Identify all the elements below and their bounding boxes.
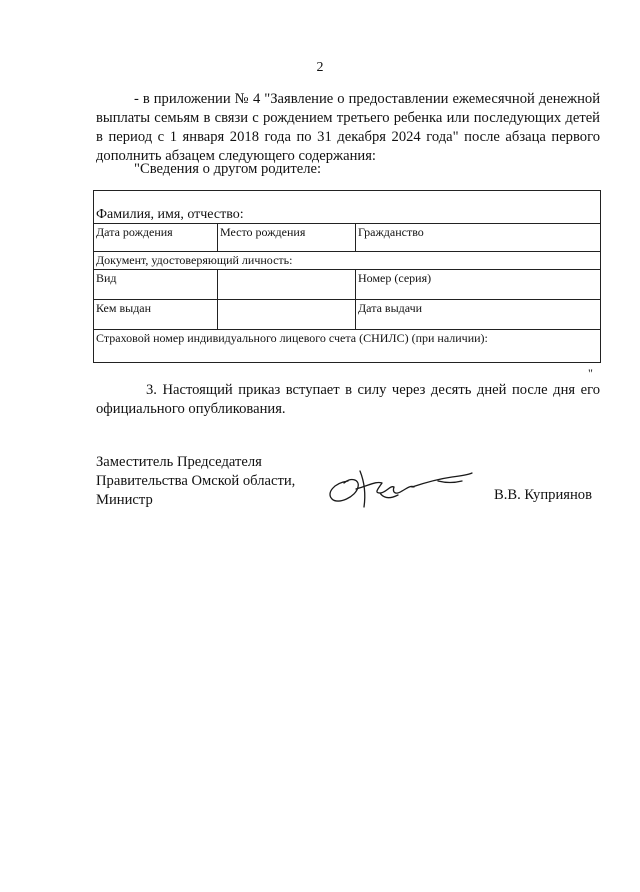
signatory-line-2: Правительства Омской области, (96, 473, 296, 489)
issue-date-cell: Дата выдачи (356, 300, 601, 330)
id-document-cell: Документ, удостоверяющий личность: (94, 252, 601, 270)
birth-date-cell: Дата рождения (94, 224, 218, 252)
amendment-text: - в приложении № 4 "Заявление о предоставлении ежемесячной денежной выплаты семьям в связи с рождением третьего ребенка или последующих детей в период с 1 января 2018 года по 31 декабря 2024 года" после абзаца первого дополнить абзацем следующего содержания: (96, 91, 600, 164)
closing-quote: " (588, 366, 593, 380)
doc-type-value-cell (218, 270, 356, 300)
signatory-title (96, 453, 295, 510)
signatory-name: В.В. Куприянов (494, 487, 592, 503)
quote-intro: "Сведения о другом родителе: (134, 161, 322, 177)
doc-type-cell: Вид (94, 270, 218, 300)
other-parent-form-table (93, 190, 601, 363)
birth-place-cell: Место рождения (218, 224, 356, 252)
page-number: 2 (316, 60, 324, 75)
handwritten-signature (320, 463, 475, 511)
effective-date-text: 3. Настоящий приказ вступает в силу через десять дней после дня его официального опубликования. (96, 382, 600, 417)
doc-number-cell: Номер (серия) (356, 270, 601, 300)
signatory-line-3: Министр (96, 492, 153, 508)
snils-cell: Страховой номер индивидуального лицевого счета (СНИЛС) (при наличии): (94, 330, 601, 363)
issued-by-cell: Кем выдан (94, 300, 218, 330)
signatory-line-1: Заместитель Председателя (96, 454, 262, 470)
amendment-paragraph (96, 90, 600, 166)
effective-date-paragraph (96, 381, 600, 419)
citizenship-cell: Гражданство (356, 224, 601, 252)
fio-cell: Фамилия, имя, отчество: (94, 191, 601, 224)
issued-by-value-cell (218, 300, 356, 330)
